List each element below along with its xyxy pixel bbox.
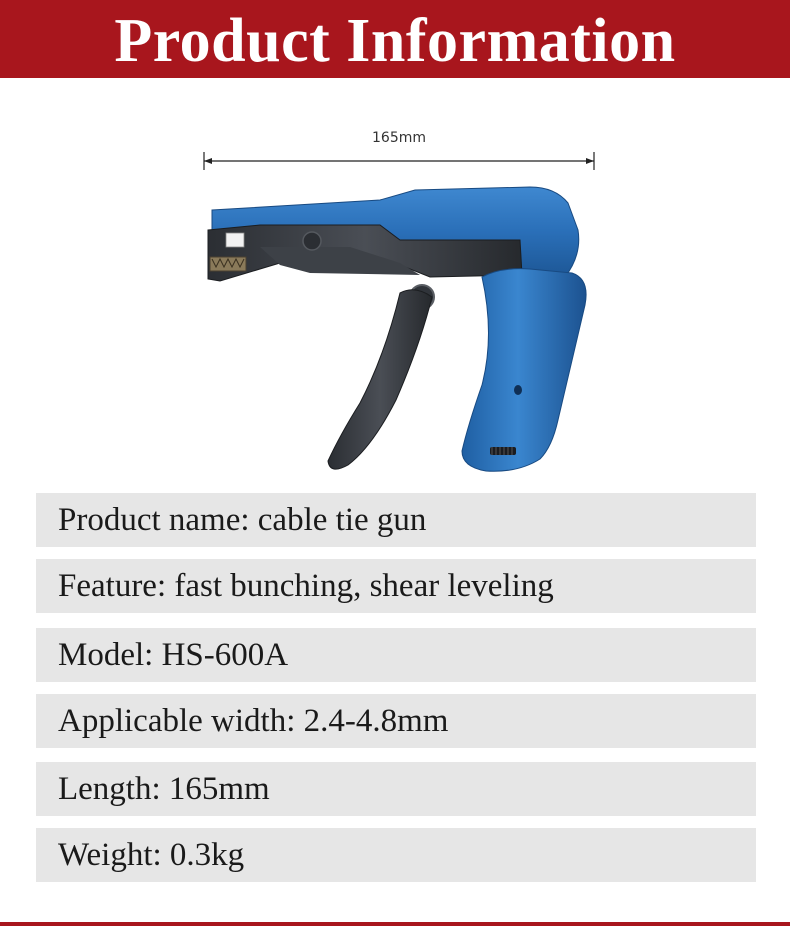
header-banner	[0, 0, 790, 78]
dimension-indicator	[200, 126, 598, 176]
spec-row-applicable-width: Applicable width: 2.4-4.8mm	[36, 694, 756, 748]
page-title: Product Information	[114, 7, 676, 75]
dimension-label: 165mm	[372, 130, 426, 146]
spec-row-product-name: Product name: cable tie gun	[36, 493, 756, 547]
bottom-divider	[0, 922, 790, 926]
spec-row-feature: Feature: fast bunching, shear leveling	[36, 559, 756, 613]
spec-row-length: Length: 165mm	[36, 762, 756, 816]
dimension-line-icon	[200, 148, 598, 174]
spec-row-weight: Weight: 0.3kg	[36, 828, 756, 882]
cable-tie-gun-image	[200, 185, 600, 475]
spec-row-model: Model: HS-600A	[36, 628, 756, 682]
